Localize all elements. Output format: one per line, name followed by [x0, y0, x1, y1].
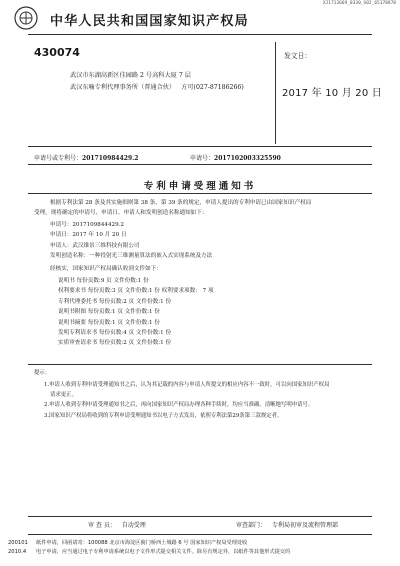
examining-department: [236, 520, 338, 529]
field-applicant: 申请人：武汉维景三维科技有限公司: [50, 242, 140, 249]
notes-list: [44, 380, 329, 421]
document-title: 专利申请受理通知书: [143, 181, 257, 192]
address-block-divider: [28, 146, 372, 147]
department-value: 专利局初审及流程管理部: [271, 522, 338, 529]
examiner-value: 自动受理: [121, 522, 146, 529]
recipient-address: 武汉市东湖高新区佳园路 2 号高科大厦 7 层: [70, 72, 191, 79]
office-emblem-icon: [14, 6, 38, 30]
files-heading: 经核实，国家知识产权局确认收到文件如下：: [50, 266, 162, 272]
recipient-agency: 武汉东喻专利代理事务所（普通合伙）: [70, 84, 176, 91]
document-number-value: 2017102003325590: [214, 155, 281, 162]
sent-date-divider: [275, 42, 276, 144]
signature-divider-top: [28, 516, 372, 517]
document-number-label: 申请号：: [190, 155, 215, 162]
signature-divider-bottom: [28, 534, 372, 535]
field-invention-title: 发明创造名称：一种投射光三维测量算法的嵌入式实现系统及方法: [50, 253, 213, 260]
reference-code: XJ1713669_0330_S02_65178878: [322, 1, 396, 6]
department-label: 审查部门：: [236, 522, 267, 529]
application-number: [34, 153, 138, 162]
notes-divider-top: [28, 364, 372, 365]
examiner: [88, 520, 146, 529]
office-title: 中华人民共和国国家知识产权局: [50, 14, 249, 29]
body-intro-2: 受理。现将确定的申请号、申请日、申请人和发明创造名称通知如下：: [34, 210, 208, 216]
body-intro-1: 根据专利法第 28 条及其实施细则第 38 条、第 39 条的规定，申请人提出的专利申请已由国家知识产权局: [50, 200, 312, 206]
file-item: 说明书附图 每份页数:1 页 文件份数:1 份: [58, 309, 160, 316]
recipient-contact: 方可(027-87186266): [181, 84, 244, 91]
note-item: 2.申请人收到专利申请受理通知书之后，再向国家知识产权局办理各种手续时，均应当准确、清晰地写明申请号。: [44, 402, 314, 409]
mailing-instructions: [36, 539, 290, 557]
file-item: 说明书摘要 每份页数:1 页 文件份数:1 份: [58, 319, 160, 326]
note-item: 1.申请人收到专利申请受理通知书之后，认为其记载的内容与申请人所提交的相应内容不一致时，可以向国家知识产权局: [44, 382, 330, 388]
examiner-label: 审 查 员：: [88, 522, 116, 529]
form-code: [8, 539, 28, 557]
form-number: 200101: [8, 540, 28, 546]
field-filing-date: 申请日：2017 年 10 月 20 日: [50, 232, 127, 239]
electronic-filing-instruction: 电子申请，应当通过电子专利申请系统以电子文件形式提交相关文件。除另有规定外，以纸件等其他形式提交的: [36, 549, 291, 555]
field-application-number: 申请号：2017109844429.2: [50, 222, 124, 228]
note-item: 3.国家知识产权局将收到的专利申请受理通知书以电子方式发出，依照专利法第29条第三款规定者。: [44, 412, 283, 419]
notes-heading: 提示：: [34, 370, 51, 376]
application-number-label: 申请号或专利号：: [34, 155, 83, 162]
form-version: 2010.4: [8, 549, 27, 555]
recipient-agency-line: [70, 82, 244, 91]
document-number: [190, 153, 281, 162]
received-files-list: [58, 276, 214, 349]
file-item: 专利代理委托书 每份页数:2 页 文件份数:1 份: [58, 298, 172, 305]
note-item: 请求更正。: [50, 392, 77, 399]
file-item: 权利要求书 每份页数:3 页 文件份数:1 份 权利要求项数： 7 项: [58, 288, 214, 295]
title-divider-top: [28, 164, 372, 165]
file-item: 发明专利请求书 每份页数:4 页 文件份数:1 份: [58, 330, 172, 337]
file-item: 实质审查请求书 每份页数:2 页 文件份数:1 份: [58, 340, 172, 347]
title-divider-bottom: [28, 193, 372, 194]
sent-date-label: 发文日：: [284, 52, 312, 60]
header-divider: [28, 34, 372, 35]
application-number-value: 201710984429.2: [82, 155, 139, 162]
paper-mail-instruction: 纸件申请，回函请寄：100088 北京市海淀区蓟门桥西土城路 6 号 国家知识产权局受理处收: [36, 540, 248, 546]
sent-date-value: 2017 年 10 月 20 日: [282, 88, 382, 99]
body-fields: [50, 220, 212, 262]
recipient-postcode: 430074: [34, 46, 80, 59]
file-item: 说明书 每份页数:9 页 文件份数:1 份: [58, 278, 149, 284]
